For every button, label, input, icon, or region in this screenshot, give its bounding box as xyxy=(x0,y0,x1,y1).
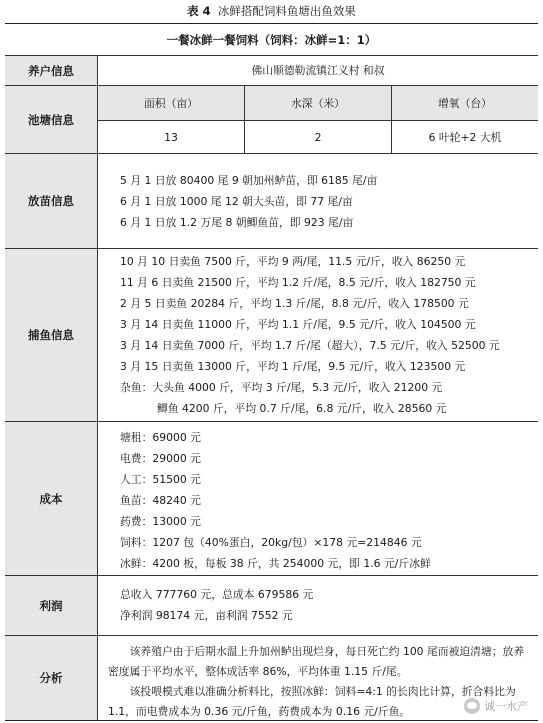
cost-line: 塘租：69000 元 xyxy=(120,431,201,444)
pond-label: 池塘信息 xyxy=(5,86,98,153)
cost-row xyxy=(5,422,538,576)
analysis-paragraph: 该养殖户由于后期水温上升加州鲈出现烂身，每日死亡约 100 尾而被迫清塘；放养密度属于平均水平，整体成活率 86%，平均体重 1.15 斤/尾。 xyxy=(108,645,525,678)
cost-line: 药费：13000 元 xyxy=(120,515,201,528)
pond-header-depth: 水深（米） xyxy=(291,96,345,110)
wechat-icon xyxy=(464,698,480,714)
cost-line: 鱼苗：48240 元 xyxy=(120,494,201,507)
harvest-line: 11 月 6 日卖鱼 21500 斤，平均 1.2 斤/尾，8.5 元/斤，收入 182750 元 xyxy=(120,276,476,289)
cost-line: 人工：51500 元 xyxy=(120,473,201,486)
pond-value-aerator: 6 叶轮+2 大机 xyxy=(428,131,502,144)
stocking-label: 放苗信息 xyxy=(5,154,98,248)
stocking-line: 6 月 1 日放 1.2 万尾 8 朝鲫鱼苗，即 923 尾/亩 xyxy=(120,216,354,229)
pond-value-area: 13 xyxy=(164,131,178,144)
stocking-line: 6 月 1 日放 1000 尾 12 朝大头苗，即 77 尾/亩 xyxy=(120,195,353,208)
harvest-line: 杂鱼：大头鱼 4000 斤，平均 3 斤/尾，5.3 元/斤，收入 21200 元 xyxy=(120,381,443,394)
analysis-row xyxy=(5,636,538,720)
harvest-line: 3 月 14 日卖鱼 11000 斤，平均 1.1 斤/尾，9.5 元/斤，收入 104500 元 xyxy=(120,318,476,331)
cost-line: 电费：29000 元 xyxy=(120,452,201,465)
harvest-line: 2 月 5 日卖鱼 20284 斤，平均 1.3 斤/尾，8.8 元/斤，收入 178500 元 xyxy=(120,297,469,310)
pond-value-depth: 2 xyxy=(314,131,322,144)
harvest-line: 3 月 14 日卖鱼 7000 斤，平均 1.7 斤/尾（超大），7.5 元/斤，收入 52500 元 xyxy=(120,339,500,352)
cost-line: 饲料：1207 包（40%蛋白，20kg/包）×178 元=214846 元 xyxy=(120,536,422,549)
stocking-line: 5 月 1 日放 80400 尾 9 朝加州鲈苗，即 6185 尾/亩 xyxy=(120,174,378,187)
cost-label: 成本 xyxy=(5,422,98,575)
cost-line: 冰鲜：4200 板，每板 38 斤，共 254000 元，即 1.6 元/斤冰鲜 xyxy=(120,557,431,570)
harvest-label: 捕鱼信息 xyxy=(5,249,98,421)
farmer-row xyxy=(5,56,538,86)
table-caption xyxy=(0,0,543,22)
caption-title: 冰鲜搭配饲料鱼塘出鱼效果 xyxy=(217,4,356,18)
profit-line: 总收入 777760 元，总成本 679586 元 xyxy=(120,588,314,601)
table-header: 一餐冰鲜一餐饲料（饲料：冰鲜=1：1） xyxy=(166,32,377,47)
pond-header-area: 面积（亩） xyxy=(144,96,198,110)
stocking-row xyxy=(5,154,538,249)
caption-label: 表 4 xyxy=(187,4,211,18)
watermark-text: 诚一水产 xyxy=(484,700,528,713)
harvest-row xyxy=(5,249,538,422)
harvest-line: 10 月 10 日卖鱼 7500 斤，平均 9 两/尾，11.5 元/斤，收入 86250 元 xyxy=(120,255,466,268)
farmer-label: 养户信息 xyxy=(5,56,98,85)
profit-row xyxy=(5,576,538,636)
pond-header-aerator: 增氧（台） xyxy=(438,96,492,110)
watermark xyxy=(464,698,528,714)
pond-header-subrow xyxy=(98,86,538,120)
harvest-line: 3 月 15 日卖鱼 13000 斤，平均 1 斤/尾，9.5 元/斤，收入 123500 元 xyxy=(120,360,466,373)
harvest-line: 鲫鱼 4200 斤，平均 0.7 斤/尾，6.8 元/斤，收入 28560 元 xyxy=(157,402,447,415)
profit-label: 利润 xyxy=(5,576,98,635)
farmer-value: 佛山顺德勒流镇江义村 和叔 xyxy=(251,64,385,77)
results-table xyxy=(5,23,538,721)
pond-row xyxy=(5,86,538,154)
profit-line: 净利润 98174 元，亩利润 7552 元 xyxy=(120,609,293,622)
pond-values-subrow xyxy=(98,121,538,154)
analysis-paragraph: 该投喂模式难以准确分析料比，按照冰鲜：饲料=4:1 的长肉比计算，折合料比为 1.1，而电费成本为 0.36 元/斤鱼，药费成本为 0.16 元/斤鱼。 xyxy=(108,685,516,718)
table-header-row xyxy=(5,24,538,56)
analysis-label: 分析 xyxy=(5,636,98,720)
